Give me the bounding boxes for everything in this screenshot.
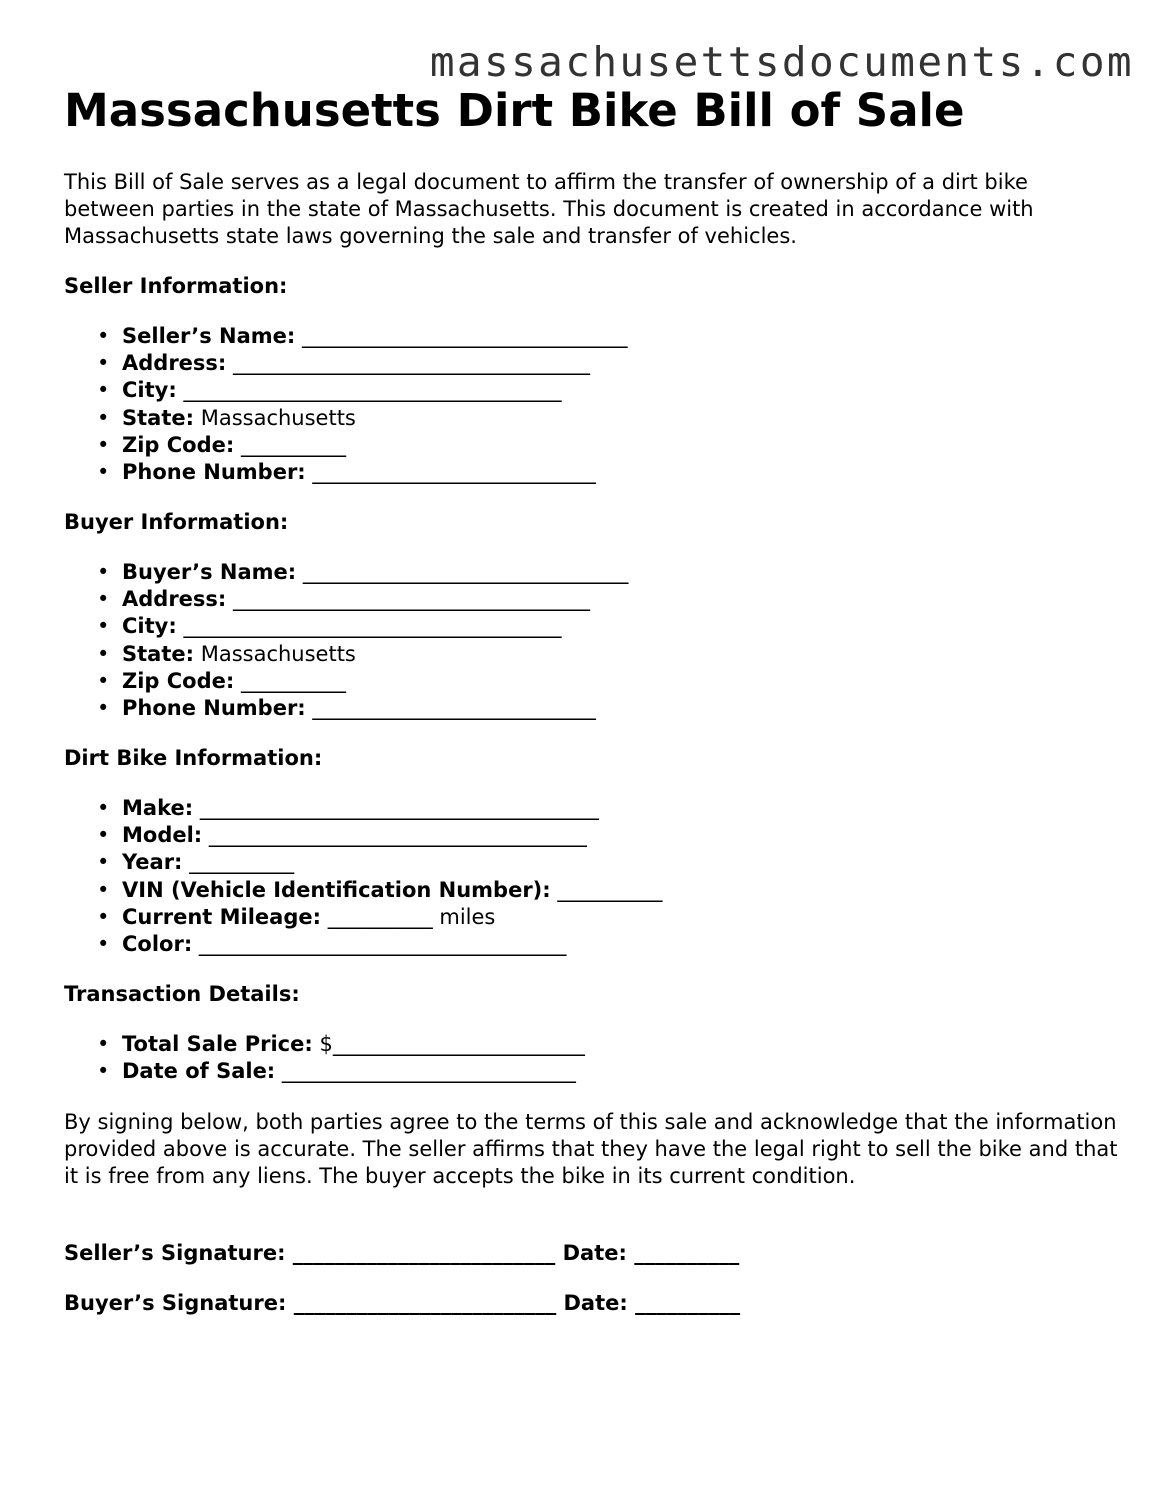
field-sale-date bbox=[122, 1058, 585, 1085]
field-value: Massachusetts bbox=[200, 641, 356, 666]
seller-signature-line[interactable]: Seller’s Signature: _________________________ Date: __________ bbox=[64, 1241, 740, 1265]
field-buyer-name bbox=[122, 559, 628, 586]
field-blank[interactable]: $________________________ bbox=[319, 1032, 585, 1056]
field-label: Color: bbox=[122, 932, 193, 957]
field-bike-make bbox=[122, 795, 662, 822]
field-blank[interactable]: __________ bbox=[557, 877, 663, 902]
transaction-fields bbox=[64, 1031, 585, 1085]
field-blank[interactable]: __________ miles bbox=[327, 904, 496, 929]
field-buyer-zip bbox=[122, 668, 628, 695]
field-bike-model bbox=[122, 822, 662, 849]
field-seller-name bbox=[122, 323, 628, 350]
seller-heading: Seller Information: bbox=[64, 274, 288, 298]
field-seller-phone bbox=[122, 459, 628, 486]
field-buyer-phone bbox=[122, 695, 628, 722]
bike-fields bbox=[64, 795, 662, 958]
buyer-signature-line[interactable]: Buyer’s Signature: _________________________ Date: __________ bbox=[64, 1291, 741, 1315]
field-blank[interactable]: _______________________________ bbox=[302, 324, 628, 348]
field-blank[interactable]: __________ bbox=[240, 432, 346, 457]
field-label: City: bbox=[122, 614, 177, 639]
transaction-heading: Transaction Details: bbox=[64, 982, 300, 1006]
field-label: Date of Sale: bbox=[122, 1059, 276, 1084]
field-label: State: bbox=[122, 641, 195, 666]
field-label: Address: bbox=[122, 587, 227, 612]
buyer-fields bbox=[64, 559, 628, 722]
field-blank[interactable]: __________________________________ bbox=[233, 587, 591, 612]
field-blank[interactable]: ____________________________ bbox=[281, 1059, 576, 1084]
field-blank[interactable]: ___________________________ bbox=[312, 696, 596, 721]
field-label: Model: bbox=[122, 823, 203, 848]
field-blank[interactable]: _______________________________ bbox=[302, 560, 629, 584]
intro-paragraph: This Bill of Sale serves as a legal document to affirm the transfer of ownership of a dirt bike between parties in the state of Massachusetts. This document is created in accordance with Massachusetts state laws governing the sale and transfer of vehicles. bbox=[64, 170, 1034, 248]
field-label: Zip Code: bbox=[122, 668, 235, 693]
field-value: Massachusetts bbox=[200, 405, 356, 430]
field-seller-zip bbox=[122, 432, 628, 459]
field-label: Address: bbox=[122, 351, 227, 376]
field-blank[interactable]: ____________________________________ bbox=[183, 614, 562, 639]
field-blank[interactable]: __________________________________ bbox=[233, 351, 591, 376]
site-watermark: massachusettsdocuments.com bbox=[429, 38, 1134, 86]
field-label: VIN (Vehicle Identification Number): bbox=[122, 877, 551, 902]
field-label: Phone Number: bbox=[122, 696, 306, 721]
field-blank[interactable]: ___________________________ bbox=[312, 460, 596, 485]
field-bike-mileage bbox=[122, 904, 662, 931]
field-blank[interactable]: ___________________________________ bbox=[198, 932, 567, 957]
field-label: Phone Number: bbox=[122, 460, 306, 485]
field-blank[interactable]: ______________________________________ bbox=[199, 796, 599, 820]
field-label: Make: bbox=[122, 796, 194, 820]
buyer-heading: Buyer Information: bbox=[64, 510, 289, 534]
field-label: Buyer’s Name: bbox=[122, 560, 297, 584]
field-buyer-city bbox=[122, 613, 628, 640]
field-buyer-address bbox=[122, 586, 628, 613]
field-label: Seller’s Name: bbox=[122, 324, 296, 348]
field-blank[interactable]: ____________________________________ bbox=[183, 378, 562, 403]
field-label: Total Sale Price: bbox=[122, 1032, 313, 1056]
field-label: State: bbox=[122, 405, 195, 430]
field-seller-state bbox=[122, 405, 628, 432]
document-title: Massachusetts Dirt Bike Bill of Sale bbox=[64, 84, 965, 137]
field-sale-price bbox=[122, 1031, 585, 1058]
closing-paragraph: By signing below, both parties agree to the terms of this sale and acknowledge that the information provided above is accurate. The seller affirms that they have the legal right to sell the bike and that it is free from any liens. The buyer accepts the bike in its current condition. bbox=[64, 1110, 1118, 1188]
field-label: Zip Code: bbox=[122, 432, 235, 457]
field-label: Year: bbox=[122, 850, 183, 875]
field-label: Current Mileage: bbox=[122, 904, 321, 929]
bike-heading: Dirt Bike Information: bbox=[64, 746, 323, 770]
field-blank[interactable]: __________ bbox=[189, 850, 295, 875]
field-bike-color bbox=[122, 931, 662, 958]
seller-fields bbox=[64, 323, 628, 486]
field-seller-city bbox=[122, 377, 628, 404]
field-buyer-state bbox=[122, 641, 628, 668]
field-blank[interactable]: ____________________________________ bbox=[208, 823, 587, 848]
field-blank[interactable]: __________ bbox=[240, 668, 346, 693]
field-bike-year bbox=[122, 849, 662, 876]
field-label: City: bbox=[122, 378, 177, 403]
field-seller-address bbox=[122, 350, 628, 377]
field-bike-vin bbox=[122, 877, 662, 904]
